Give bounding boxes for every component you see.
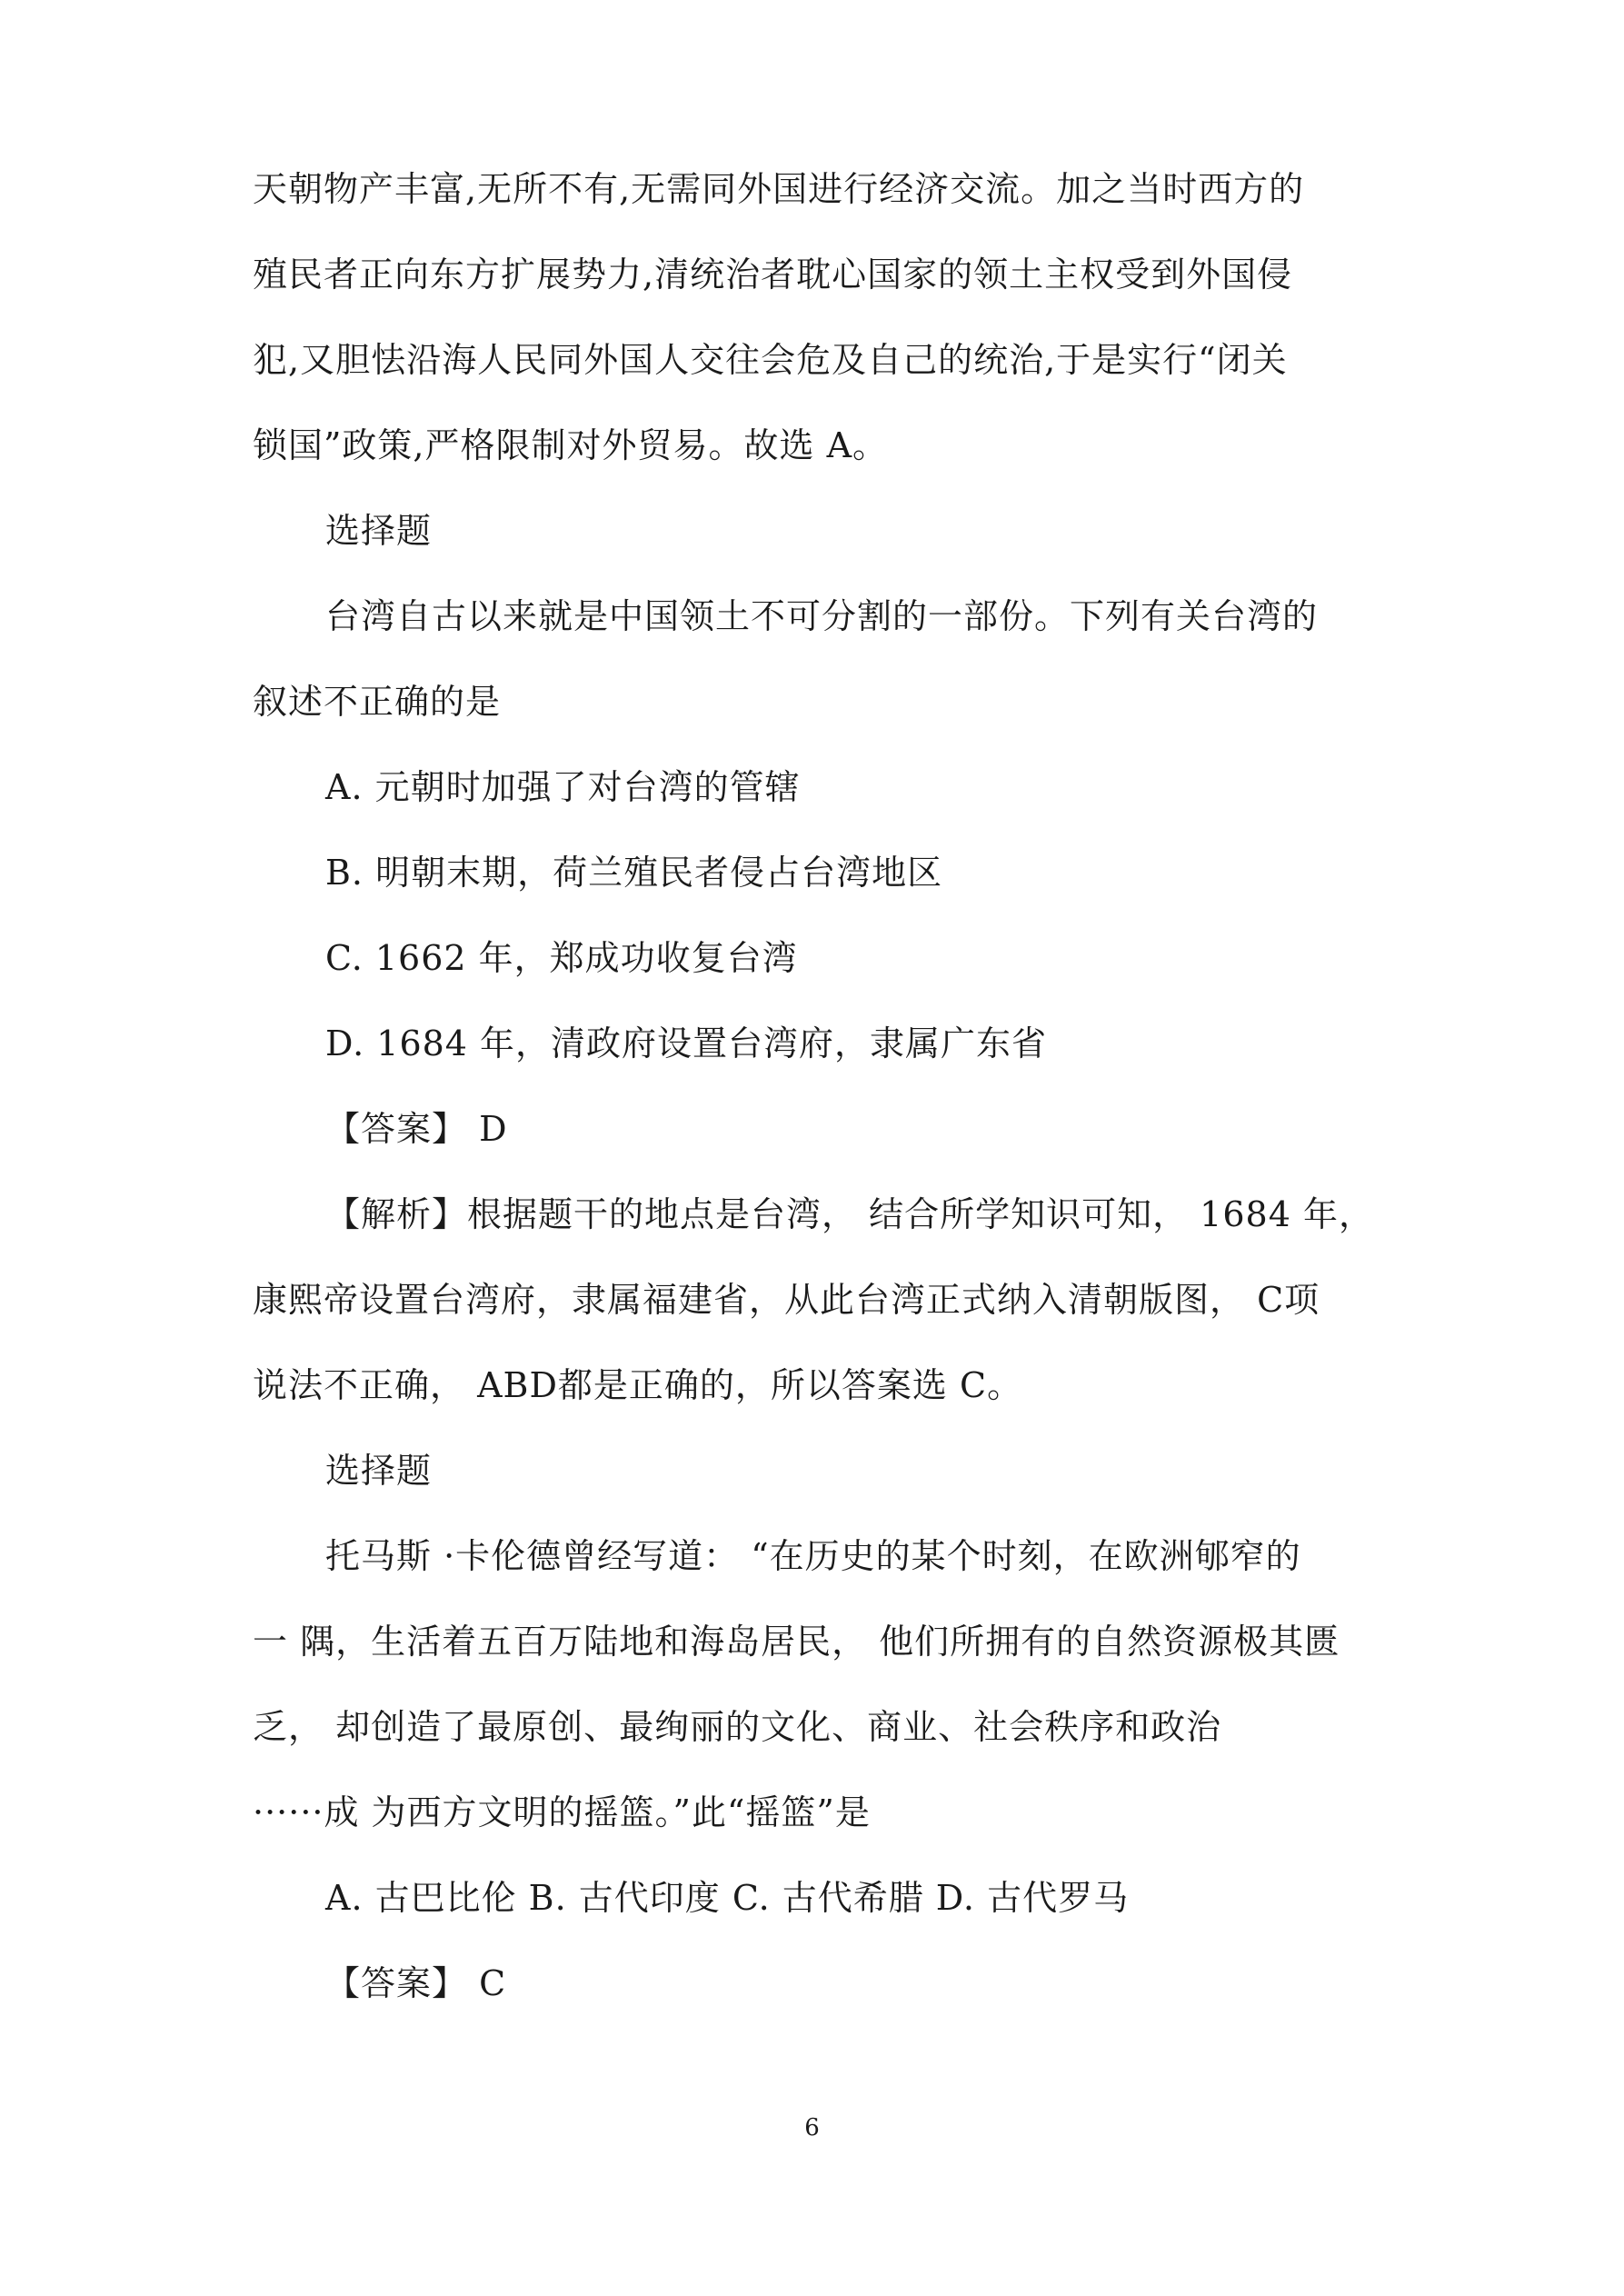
options-line: A. 古巴比伦 B. 古代印度 C. 古代希腊 D. 古代罗马: [325, 1878, 1130, 1918]
paragraph-line: 犯,又胆怯沿海人民同外国人交往会危及自己的统治,于是实行“闭关: [253, 340, 1288, 380]
question-type-label: 选择题: [325, 1451, 433, 1491]
option-d: D. 1684 年，清政府设置台湾府，隶属广东省: [325, 1023, 1048, 1063]
analysis-line: 【解析】根据题干的地点是台湾， 结合所学知识可知， 1684 年，: [325, 1194, 1374, 1234]
option-c: C. 1662 年，郑成功收复台湾: [325, 938, 798, 978]
question-stem-line: 台湾自古以来就是中国领土不可分割的一部份。下列有关台湾的: [325, 596, 1319, 636]
question-stem-line: 叙述不正确的是: [253, 682, 502, 722]
answer-line: 【答案】 D: [325, 1109, 508, 1149]
paragraph-line: 殖民者正向东方扩展势力,清统治者耽心国家的领土主权受到外国侵: [253, 255, 1293, 294]
option-a: A. 元朝时加强了对台湾的管辖: [325, 767, 801, 807]
question-stem-line: 乏， 却创造了最原创、最绚丽的文化、商业、社会秩序和政治: [253, 1707, 1222, 1747]
page-number: 6: [804, 2114, 820, 2141]
question-type-label: 选择题: [325, 511, 433, 551]
analysis-line: 康熙帝设置台湾府，隶属福建省，从此台湾正式纳入清朝版图， C项: [253, 1280, 1320, 1320]
question-stem-line: 托马斯 ·卡伦德曾经写道： “在历史的某个时刻，在欧洲郇窄的: [325, 1536, 1301, 1576]
analysis-line: 说法不正确， ABD都是正确的，所以答案选 C。: [253, 1365, 1023, 1405]
question-stem-line: 一 隅，生活着五百万陆地和海岛居民， 他们所拥有的自然资源极其匮: [253, 1622, 1340, 1662]
question-stem-line: ······成 为西方文明的摇篮。”此“摇篮”是: [253, 1792, 871, 1832]
option-b: B. 明朝末期，荷兰殖民者侵占台湾地区: [325, 853, 943, 893]
paragraph-line: 天朝物产丰富,无所不有,无需同外国进行经济交流。加之当时西方的: [253, 169, 1305, 209]
answer-line: 【答案】 C: [325, 1963, 507, 2003]
paragraph-line: 锁国”政策,严格限制对外贸易。故选 A。: [253, 425, 889, 465]
